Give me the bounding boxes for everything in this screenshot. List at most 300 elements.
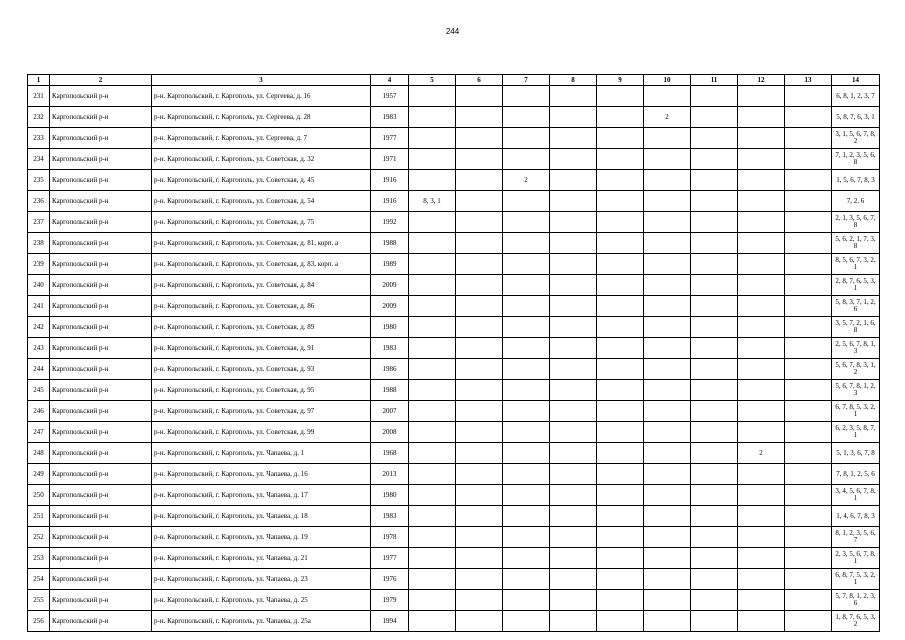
table-row (28, 443, 880, 464)
table-row (28, 611, 880, 632)
col5-cell (409, 86, 456, 107)
col14-cell: 7, 2, 6 (832, 191, 880, 212)
row-number-cell: 248 (28, 443, 50, 464)
row-number-cell: 237 (28, 212, 50, 233)
row-number-cell: 246 (28, 401, 50, 422)
col11-cell (691, 317, 738, 338)
col13-cell (785, 527, 832, 548)
col10-cell (644, 443, 691, 464)
col11-cell (691, 254, 738, 275)
row-number-cell: 234 (28, 149, 50, 170)
col10-cell (644, 506, 691, 527)
col12-cell (738, 611, 785, 632)
col6-cell (456, 275, 503, 296)
col7-cell (503, 443, 550, 464)
col8-cell (550, 464, 597, 485)
col6-cell (456, 149, 503, 170)
table-row (28, 422, 880, 443)
col8-cell (550, 443, 597, 464)
column-header-8: 8 (550, 75, 597, 86)
table-row (28, 191, 880, 212)
col11-cell (691, 212, 738, 233)
col7-cell (503, 212, 550, 233)
col7-cell: 2 (503, 170, 550, 191)
table-row (28, 401, 880, 422)
col8-cell (550, 317, 597, 338)
table-row (28, 380, 880, 401)
table-body (28, 86, 880, 632)
col6-cell (456, 170, 503, 191)
col6-cell (456, 233, 503, 254)
district-cell: Каргопольский р-н (50, 317, 152, 338)
district-cell: Каргопольский р-н (50, 590, 152, 611)
address-cell: р-н. Каргопольский, г. Каргополь, ул. Чапаева, д. 25 (152, 590, 371, 611)
col14-cell: 2, 5, 6, 7, 8, 1, 3 (832, 338, 880, 359)
row-number-cell: 251 (28, 506, 50, 527)
address-cell: р-н. Каргопольский, г. Каргополь, ул. Советская, д. 32 (152, 149, 371, 170)
col5-cell (409, 275, 456, 296)
col7-cell (503, 380, 550, 401)
col13-cell (785, 128, 832, 149)
address-cell: р-н. Каргопольский, г. Каргополь, ул. Советская, д. 95 (152, 380, 371, 401)
table-row (28, 86, 880, 107)
column-header-10: 10 (644, 75, 691, 86)
col12-cell (738, 401, 785, 422)
col14-cell: 5, 6, 7, 8, 3, 1, 2 (832, 359, 880, 380)
col5-cell (409, 359, 456, 380)
col10-cell (644, 233, 691, 254)
col13-cell (785, 317, 832, 338)
year-cell: 1983 (371, 107, 409, 128)
col8-cell (550, 86, 597, 107)
col10-cell (644, 548, 691, 569)
col5-cell (409, 107, 456, 128)
table-row (28, 107, 880, 128)
col8-cell (550, 359, 597, 380)
district-cell: Каргопольский р-н (50, 548, 152, 569)
col14-cell: 2, 1, 3, 5, 6, 7, 8 (832, 212, 880, 233)
col5-cell (409, 590, 456, 611)
col13-cell (785, 191, 832, 212)
district-cell: Каргопольский р-н (50, 422, 152, 443)
col5-cell (409, 548, 456, 569)
year-cell: 1916 (371, 170, 409, 191)
table-row (28, 317, 880, 338)
col10-cell (644, 86, 691, 107)
district-cell: Каргопольский р-н (50, 359, 152, 380)
district-cell: Каргопольский р-н (50, 212, 152, 233)
col11-cell (691, 464, 738, 485)
col14-cell: 6, 7, 8, 5, 3, 2, 1 (832, 401, 880, 422)
col13-cell (785, 443, 832, 464)
column-header-4: 4 (371, 75, 409, 86)
col10-cell (644, 485, 691, 506)
district-cell: Каргопольский р-н (50, 401, 152, 422)
year-cell: 1968 (371, 443, 409, 464)
col12-cell (738, 548, 785, 569)
col12-cell (738, 485, 785, 506)
col11-cell (691, 380, 738, 401)
col14-cell: 7, 1, 2, 3, 5, 6, 8 (832, 149, 880, 170)
col7-cell (503, 317, 550, 338)
col14-cell: 2, 8, 7, 6, 5, 3, 1 (832, 275, 880, 296)
col7-cell (503, 611, 550, 632)
col7-cell (503, 569, 550, 590)
col7-cell (503, 464, 550, 485)
year-cell: 1979 (371, 590, 409, 611)
row-number-cell: 250 (28, 485, 50, 506)
col7-cell (503, 485, 550, 506)
col5-cell (409, 149, 456, 170)
col13-cell (785, 212, 832, 233)
table-row (28, 527, 880, 548)
column-header-2: 2 (50, 75, 152, 86)
district-cell: Каргопольский р-н (50, 128, 152, 149)
year-cell: 1983 (371, 338, 409, 359)
row-number-cell: 253 (28, 548, 50, 569)
table-row (28, 275, 880, 296)
col13-cell (785, 338, 832, 359)
address-cell: р-н. Каргопольский, г. Каргополь, ул. Советская, д. 84 (152, 275, 371, 296)
col8-cell (550, 527, 597, 548)
col12-cell (738, 590, 785, 611)
row-number-cell: 256 (28, 611, 50, 632)
col7-cell (503, 233, 550, 254)
col10-cell (644, 275, 691, 296)
row-number-cell: 235 (28, 170, 50, 191)
table-row (28, 485, 880, 506)
col5-cell (409, 170, 456, 191)
col9-cell (597, 548, 644, 569)
col6-cell (456, 254, 503, 275)
table-row (28, 548, 880, 569)
col14-cell: 5, 6, 2, 1, 7, 3, 8 (832, 233, 880, 254)
col9-cell (597, 569, 644, 590)
col10-cell (644, 191, 691, 212)
col7-cell (503, 527, 550, 548)
col8-cell (550, 128, 597, 149)
col14-cell: 5, 8, 7, 6, 3, 1 (832, 107, 880, 128)
row-number-cell: 238 (28, 233, 50, 254)
col5-cell (409, 422, 456, 443)
year-cell: 1971 (371, 149, 409, 170)
col5-cell (409, 506, 456, 527)
col11-cell (691, 107, 738, 128)
col12-cell (738, 359, 785, 380)
col9-cell (597, 422, 644, 443)
col13-cell (785, 233, 832, 254)
table-row (28, 590, 880, 611)
col12-cell (738, 107, 785, 128)
district-cell: Каргопольский р-н (50, 107, 152, 128)
col7-cell (503, 254, 550, 275)
col6-cell (456, 443, 503, 464)
col11-cell (691, 401, 738, 422)
col8-cell (550, 233, 597, 254)
col6-cell (456, 422, 503, 443)
table-row (28, 149, 880, 170)
col8-cell (550, 191, 597, 212)
col13-cell (785, 590, 832, 611)
year-cell: 1980 (371, 485, 409, 506)
table-row (28, 506, 880, 527)
district-cell: Каргопольский р-н (50, 485, 152, 506)
col7-cell (503, 149, 550, 170)
col9-cell (597, 275, 644, 296)
year-cell: 1988 (371, 233, 409, 254)
col14-cell: 1, 8, 7, 6, 5, 3, 2 (832, 611, 880, 632)
col9-cell (597, 611, 644, 632)
col10-cell (644, 254, 691, 275)
col11-cell (691, 86, 738, 107)
col13-cell (785, 548, 832, 569)
col13-cell (785, 86, 832, 107)
col8-cell (550, 212, 597, 233)
col10-cell: 2 (644, 107, 691, 128)
col9-cell (597, 590, 644, 611)
col9-cell (597, 149, 644, 170)
col14-cell: 2, 3, 5, 6, 7, 8, 1 (832, 548, 880, 569)
column-header-12: 12 (738, 75, 785, 86)
year-cell: 1983 (371, 506, 409, 527)
col5-cell (409, 128, 456, 149)
col14-cell: 3, 4, 5, 6, 7, 8, 1 (832, 485, 880, 506)
address-cell: р-н. Каргопольский, г. Каргополь, ул. Чапаева, д. 1 (152, 443, 371, 464)
col6-cell (456, 107, 503, 128)
col12-cell (738, 86, 785, 107)
header-row (28, 75, 880, 86)
col5-cell (409, 317, 456, 338)
col12-cell (738, 527, 785, 548)
col12-cell (738, 506, 785, 527)
col14-cell: 1, 5, 6, 7, 8, 3 (832, 170, 880, 191)
address-cell: р-н. Каргопольский, г. Каргополь, ул. Сергеева, д. 16 (152, 86, 371, 107)
column-header-9: 9 (597, 75, 644, 86)
address-cell: р-н. Каргопольский, г. Каргополь, ул. Чапаева, д. 19 (152, 527, 371, 548)
col5-cell: 8, 3, 1 (409, 191, 456, 212)
year-cell: 2009 (371, 296, 409, 317)
col5-cell (409, 212, 456, 233)
col12-cell (738, 191, 785, 212)
col6-cell (456, 464, 503, 485)
col12-cell (738, 254, 785, 275)
col11-cell (691, 485, 738, 506)
col9-cell (597, 107, 644, 128)
col11-cell (691, 275, 738, 296)
row-number-cell: 231 (28, 86, 50, 107)
col11-cell (691, 527, 738, 548)
address-cell: р-н. Каргопольский, г. Каргополь, ул. Советская, д. 83, корп. а (152, 254, 371, 275)
col12-cell (738, 233, 785, 254)
col6-cell (456, 611, 503, 632)
col14-cell: 1, 4, 6, 7, 8, 3 (832, 506, 880, 527)
col11-cell (691, 422, 738, 443)
year-cell: 1980 (371, 317, 409, 338)
col7-cell (503, 506, 550, 527)
col13-cell (785, 107, 832, 128)
row-number-cell: 244 (28, 359, 50, 380)
col8-cell (550, 506, 597, 527)
year-cell: 1976 (371, 569, 409, 590)
address-cell: р-н. Каргопольский, г. Каргополь, ул. Советская, д. 89 (152, 317, 371, 338)
district-cell: Каргопольский р-н (50, 170, 152, 191)
col13-cell (785, 296, 832, 317)
col7-cell (503, 191, 550, 212)
col8-cell (550, 107, 597, 128)
col7-cell (503, 107, 550, 128)
district-cell: Каргопольский р-н (50, 254, 152, 275)
address-cell: р-н. Каргопольский, г. Каргополь, ул. Чапаева, д. 25а (152, 611, 371, 632)
col6-cell (456, 506, 503, 527)
address-cell: р-н. Каргопольский, г. Каргополь, ул. Советская, д. 54 (152, 191, 371, 212)
col8-cell (550, 254, 597, 275)
column-header-3: 3 (152, 75, 371, 86)
row-number-cell: 233 (28, 128, 50, 149)
col7-cell (503, 86, 550, 107)
col10-cell (644, 527, 691, 548)
table-row (28, 128, 880, 149)
district-cell: Каргопольский р-н (50, 506, 152, 527)
col11-cell (691, 233, 738, 254)
col6-cell (456, 359, 503, 380)
col9-cell (597, 233, 644, 254)
col11-cell (691, 149, 738, 170)
col11-cell (691, 359, 738, 380)
col6-cell (456, 548, 503, 569)
col6-cell (456, 86, 503, 107)
col9-cell (597, 380, 644, 401)
col6-cell (456, 527, 503, 548)
district-cell: Каргопольский р-н (50, 611, 152, 632)
col9-cell (597, 128, 644, 149)
col12-cell (738, 275, 785, 296)
col9-cell (597, 527, 644, 548)
row-number-cell: 241 (28, 296, 50, 317)
col8-cell (550, 170, 597, 191)
col13-cell (785, 275, 832, 296)
col14-cell: 6, 8, 1, 2, 3, 7 (832, 86, 880, 107)
year-cell: 1992 (371, 212, 409, 233)
district-cell: Каргопольский р-н (50, 149, 152, 170)
col7-cell (503, 401, 550, 422)
year-cell: 2008 (371, 422, 409, 443)
col14-cell: 5, 1, 3, 6, 7, 8 (832, 443, 880, 464)
row-number-cell: 242 (28, 317, 50, 338)
col11-cell (691, 611, 738, 632)
address-cell: р-н. Каргопольский, г. Каргополь, ул. Чапаева, д. 16 (152, 464, 371, 485)
col13-cell (785, 359, 832, 380)
col7-cell (503, 590, 550, 611)
col10-cell (644, 611, 691, 632)
row-number-cell: 236 (28, 191, 50, 212)
address-cell: р-н. Каргопольский, г. Каргополь, ул. Советская, д. 99 (152, 422, 371, 443)
col9-cell (597, 401, 644, 422)
col14-cell: 6, 8, 7, 5, 3, 2, 1 (832, 569, 880, 590)
col5-cell (409, 296, 456, 317)
year-cell: 1977 (371, 128, 409, 149)
district-cell: Каргопольский р-н (50, 86, 152, 107)
col7-cell (503, 422, 550, 443)
col9-cell (597, 464, 644, 485)
col8-cell (550, 422, 597, 443)
address-cell: р-н. Каргопольский, г. Каргополь, ул. Чапаева, д. 23 (152, 569, 371, 590)
col12-cell (738, 212, 785, 233)
col13-cell (785, 464, 832, 485)
table-row (28, 233, 880, 254)
district-cell: Каргопольский р-н (50, 443, 152, 464)
column-header-1: 1 (28, 75, 50, 86)
col6-cell (456, 296, 503, 317)
year-cell: 1977 (371, 548, 409, 569)
col10-cell (644, 170, 691, 191)
col10-cell (644, 212, 691, 233)
col5-cell (409, 485, 456, 506)
district-cell: Каргопольский р-н (50, 569, 152, 590)
col10-cell (644, 422, 691, 443)
address-cell: р-н. Каргопольский, г. Каргополь, ул. Чапаева, д. 18 (152, 506, 371, 527)
col8-cell (550, 275, 597, 296)
col9-cell (597, 443, 644, 464)
col8-cell (550, 485, 597, 506)
district-cell: Каргопольский р-н (50, 233, 152, 254)
table-row (28, 170, 880, 191)
row-number-cell: 240 (28, 275, 50, 296)
row-number-cell: 252 (28, 527, 50, 548)
year-cell: 1978 (371, 527, 409, 548)
col7-cell (503, 359, 550, 380)
col9-cell (597, 254, 644, 275)
col9-cell (597, 317, 644, 338)
col6-cell (456, 401, 503, 422)
col5-cell (409, 233, 456, 254)
col9-cell (597, 338, 644, 359)
address-cell: р-н. Каргопольский, г. Каргополь, ул. Сергеева, д. 28 (152, 107, 371, 128)
col5-cell (409, 380, 456, 401)
col13-cell (785, 254, 832, 275)
col8-cell (550, 569, 597, 590)
col11-cell (691, 548, 738, 569)
col9-cell (597, 359, 644, 380)
col5-cell (409, 443, 456, 464)
row-number-cell: 239 (28, 254, 50, 275)
district-cell: Каргопольский р-н (50, 464, 152, 485)
col9-cell (597, 296, 644, 317)
col5-cell (409, 569, 456, 590)
col5-cell (409, 401, 456, 422)
col8-cell (550, 338, 597, 359)
district-cell: Каргопольский р-н (50, 380, 152, 401)
col13-cell (785, 401, 832, 422)
address-cell: р-н. Каргопольский, г. Каргополь, ул. Советская, д. 91 (152, 338, 371, 359)
col13-cell (785, 170, 832, 191)
col14-cell: 8, 1, 2, 3, 5, 6, 7 (832, 527, 880, 548)
address-cell: р-н. Каргопольский, г. Каргополь, ул. Советская, д. 45 (152, 170, 371, 191)
col11-cell (691, 506, 738, 527)
column-header-11: 11 (691, 75, 738, 86)
address-cell: р-н. Каргопольский, г. Каргополь, ул. Чапаева, д. 17 (152, 485, 371, 506)
col12-cell (738, 170, 785, 191)
address-cell: р-н. Каргопольский, г. Каргополь, ул. Советская, д. 97 (152, 401, 371, 422)
col8-cell (550, 380, 597, 401)
col14-cell: 8, 5, 6, 7, 3, 2, 1 (832, 254, 880, 275)
column-header-14: 14 (832, 75, 880, 86)
col12-cell (738, 380, 785, 401)
address-cell: р-н. Каргопольский, г. Каргополь, ул. Чапаева, д. 21 (152, 548, 371, 569)
row-number-cell: 232 (28, 107, 50, 128)
col14-cell: 3, 5, 7, 2, 1, 6, 8 (832, 317, 880, 338)
col10-cell (644, 296, 691, 317)
table-row (28, 359, 880, 380)
